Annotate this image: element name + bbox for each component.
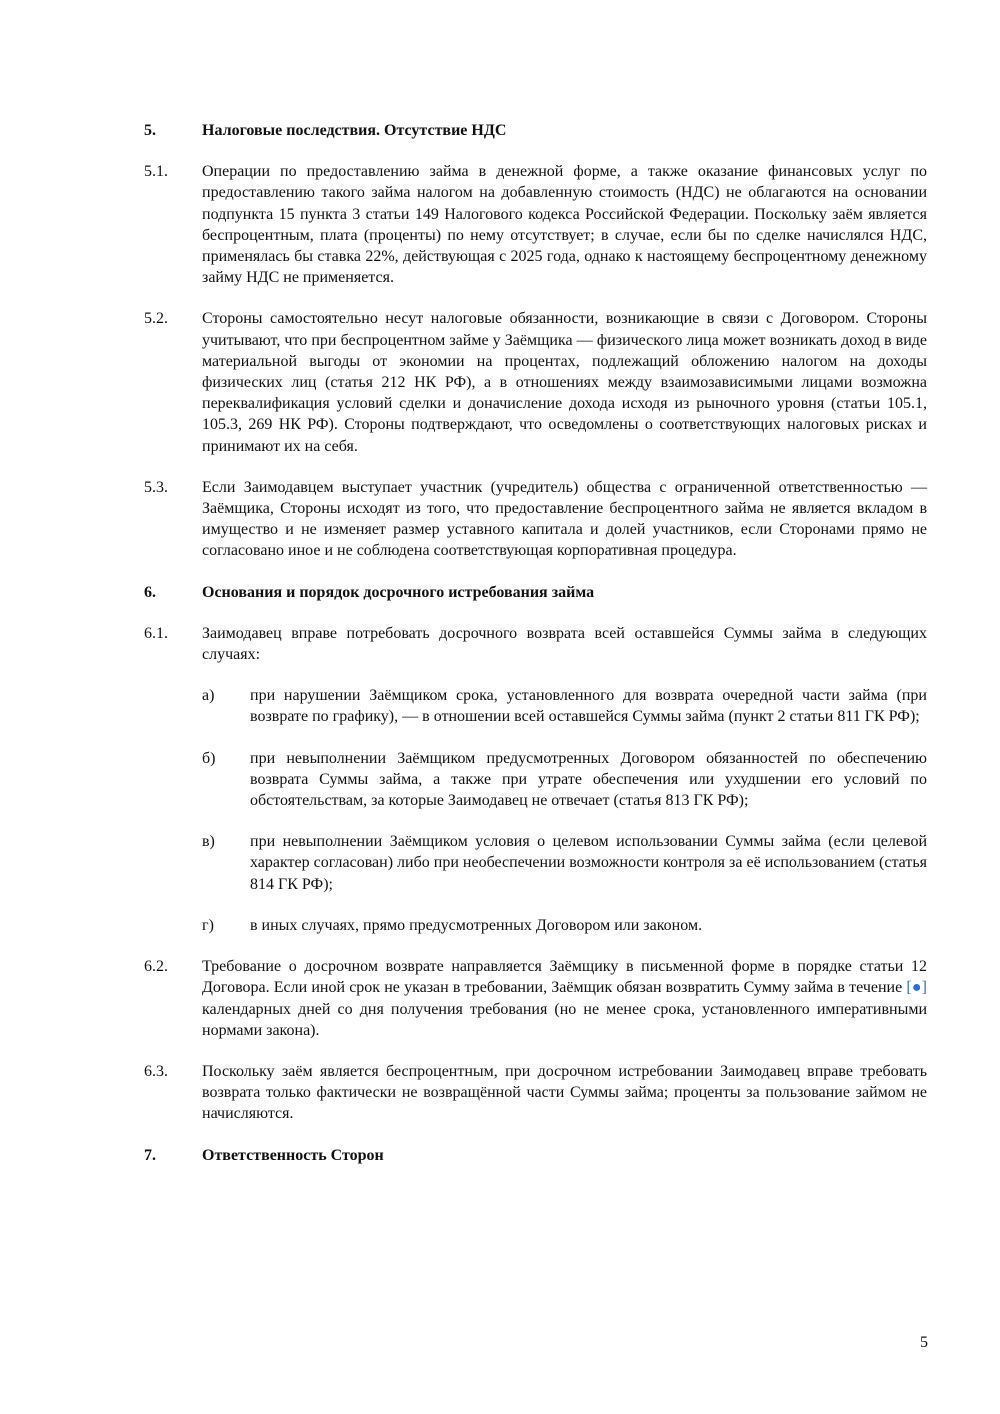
section-5-heading — [144, 120, 927, 141]
clause-text: Поскольку заём является беспроцентным, при досрочном истребовании Заимодавец вправе требовать возврата только фактически не возвращённой части Суммы займа; проценты за пользование займом не начисляются. — [202, 1062, 927, 1123]
subclause-letter: в) — [202, 833, 215, 851]
clause-text: Заимодавец вправе потребовать досрочного возврата всей оставшейся Суммы займа в следующих случаях: — [202, 624, 927, 664]
section-6-heading — [144, 582, 927, 603]
subclause-letter: г) — [202, 916, 214, 934]
clause-number: 6.3. — [144, 1062, 168, 1080]
subclause-letter: б) — [202, 749, 216, 767]
clause-6-3 — [144, 1061, 927, 1125]
clause-number: 5.2. — [144, 310, 168, 328]
clause-number: 5.3. — [144, 478, 168, 496]
fill-in-placeholder: [●] — [906, 979, 927, 997]
subclause-g — [202, 915, 927, 936]
subclause-a — [202, 685, 927, 727]
section-title: Налоговые последствия. Отсутствие НДС — [202, 122, 507, 139]
subclause-text: при нарушении Заёмщиком срока, установленного для возврата очередной части займа (при возврате по графику), — в отношении всей оставшейся Суммы займа (пункт 2 статьи 811 ГК РФ); — [250, 687, 927, 726]
document-body — [144, 120, 927, 1166]
clause-6-1 — [144, 623, 927, 665]
section-title: Основания и порядок досрочного истребования займа — [202, 583, 595, 601]
subclause-v — [202, 831, 927, 895]
clause-5-3 — [144, 477, 927, 562]
clause-text: Стороны самостоятельно несут налоговые обязанности, возникающие в связи с Договором. Стороны учитывают, что при беспроцентном займе у Заёмщика — физического лица может возникать доход в виде материальной выгоды от экономии на процентах, подлежащий обложению налогом на доходы физических лиц (статья 212 НК РФ), а в отношениях между взаимозависимыми лицами возможна переквалификация условий сделки и доначисление дохода исходя из рыночного уровня (статьи 105.1, 105.3, 269 НК РФ). Стороны подтверждают, что осведомлены о соответствующих налоговых рисках и принимают их на себя. — [202, 310, 927, 455]
clause-number: 5.1. — [144, 163, 168, 181]
subclause-text: при невыполнении Заёмщиком предусмотренных Договором обязанностей по обеспечению возврата Суммы займа, а также при утрате обеспечения или ухудшении его условий по обстоятельствам, за которые Заимодавец не отвечает (статья 813 ГК РФ); — [250, 749, 927, 810]
section-number: 5. — [144, 122, 156, 139]
clause-number: 6.1. — [144, 624, 168, 642]
clause-text-before: Требование о досрочном возврате направляется Заёмщику в письменной форме в порядке статьи 12 Договора. Если иной срок не указан в требовании, Заёмщик обязан возвратить Сумму займа в течение — [202, 958, 927, 997]
clause-text: Если Заимодавцем выступает участник (учредитель) общества с ограниченной ответственностью — Заёмщика, Стороны исходят из того, что предоставление беспроцентного займа не является вкладом в имущество и не изменяет размер уставного капитала и долей участников, если Сторонами прямо не согласовано иное и не соблюдена соответствующая корпоративная процедура. — [202, 478, 927, 560]
clause-text: Операции по предоставлению займа в денежной форме, а также оказание финансовых услуг по предоставлению такого займа налогом на добавленную стоимость (НДС) не облагаются на основании подпункта 15 пункта 3 статьи 149 Налогового кодекса Российской Федерации. Поскольку заём является беспроцентным, плата (проценты) по нему отсутствует; в случае, если бы по сделке начислялся НДС, применялась бы ставка 22%, действующая с 2025 года, однако к настоящему беспроцентному денежному займу НДС не применяется. — [202, 163, 927, 287]
section-title: Ответственность Сторон — [202, 1146, 384, 1164]
section-number: 7. — [144, 1146, 156, 1164]
clause-5-1 — [144, 161, 927, 288]
clause-number: 6.2. — [144, 958, 168, 976]
subclause-text: при невыполнении Заёмщиком условия о целевом использовании Суммы займа (если целевой характер согласован) либо при необеспечении возможности контроля за её использованием (статья 814 ГК РФ); — [250, 833, 927, 893]
clause-text-after: календарных дней со дня получения требования (но не менее срока, установленного императивными нормами закона). — [202, 1000, 927, 1039]
section-number: 6. — [144, 583, 156, 601]
section-7-heading — [144, 1145, 927, 1166]
subclause-b — [202, 748, 927, 812]
clause-6-2 — [144, 956, 927, 1041]
clause-text — [202, 956, 927, 1041]
subclause-letter: а) — [202, 687, 215, 705]
page-number: 5 — [920, 1334, 928, 1351]
subclause-text: в иных случаях, прямо предусмотренных Договором или законом. — [250, 916, 703, 934]
clause-5-2 — [144, 308, 927, 456]
